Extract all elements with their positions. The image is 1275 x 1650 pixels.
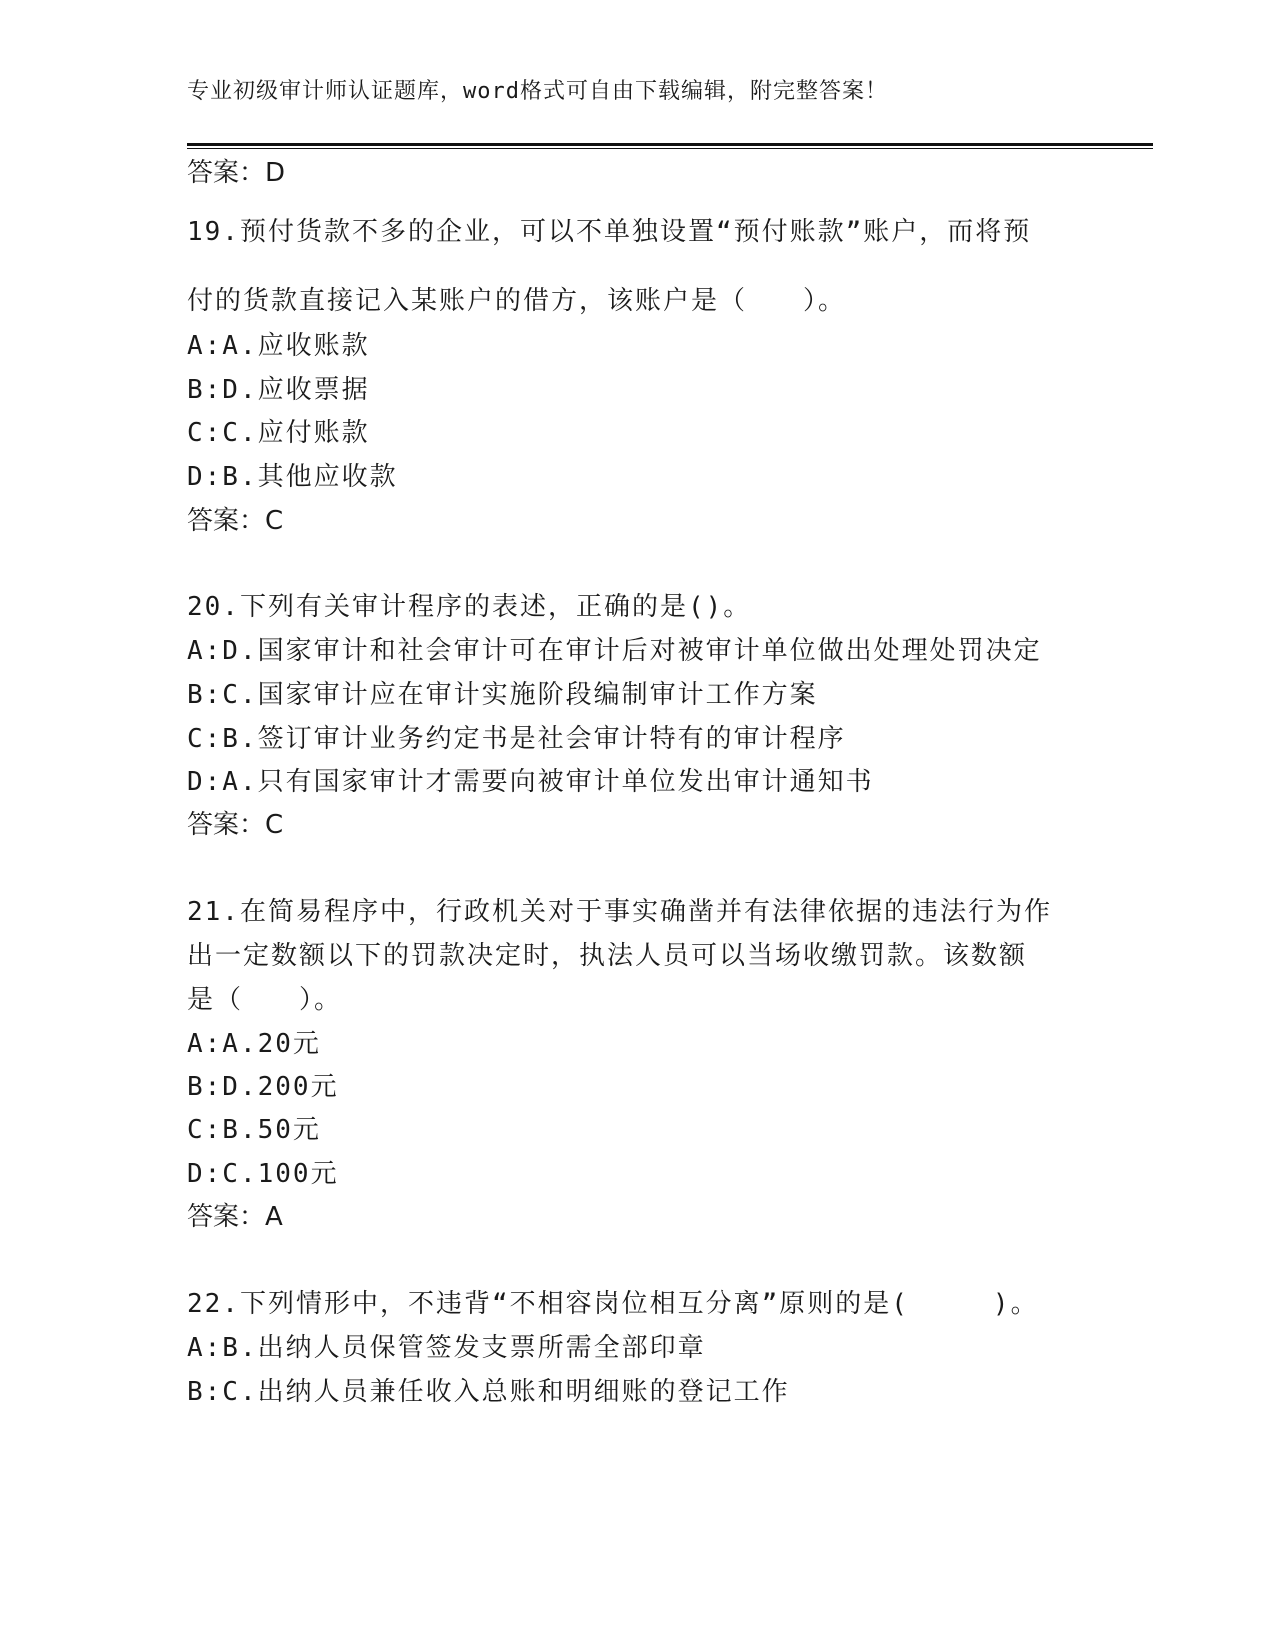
question-20-option-a: A:D.国家审计和社会审计可在审计后对被审计单位做出处理处罚决定 (187, 636, 1042, 666)
question-19-answer: 答案：C (187, 506, 284, 536)
question-19-option-a: A:A.应收账款 (187, 331, 370, 361)
question-20-option-b: B:C.国家审计应在审计实施阶段编制审计工作方案 (187, 680, 818, 710)
question-19-option-c: C:C.应付账款 (187, 418, 370, 448)
question-21-option-b: B:D.200元 (187, 1072, 339, 1102)
question-21-answer: 答案：A (187, 1202, 283, 1232)
question-21-line-2: 出一定数额以下的罚款决定时，执法人员可以当场收缴罚款。该数额 (187, 941, 1028, 971)
question-19-option-b: B:D.应收票据 (187, 375, 370, 405)
question-21-option-c: C:B.50元 (187, 1115, 321, 1145)
question-20-answer: 答案：C (187, 810, 284, 840)
question-21-option-d: D:C.100元 (187, 1159, 339, 1189)
header-rule-thin (187, 148, 1153, 149)
question-21-line-1: 21.在简易程序中，行政机关对于事实确凿并有法律依据的违法行为作 (187, 897, 1052, 927)
question-22-option-b: B:C.出纳人员兼任收入总账和明细账的登记工作 (187, 1377, 790, 1407)
question-19-option-d: D:B.其他应收款 (187, 462, 398, 492)
page-header: 专业初级审计师认证题库，word格式可自由下载编辑，附完整答案！ (187, 79, 888, 104)
header-rule-thick (187, 143, 1153, 146)
question-21-option-a: A:A.20元 (187, 1029, 321, 1059)
question-22-option-a: A:B.出纳人员保管签发支票所需全部印章 (187, 1333, 706, 1363)
question-20-option-c: C:B.签订审计业务约定书是社会审计特有的审计程序 (187, 724, 846, 754)
answer-line: 答案：D (187, 158, 286, 188)
question-21-line-3: 是（ ）。 (187, 985, 343, 1015)
question-19-line-1: 19.预付货款不多的企业，可以不单独设置“预付账款”账户，而将预 (187, 217, 1032, 247)
question-22-line-1: 22.下列情形中，不违背“不相容岗位相互分离”原则的是( )。 (187, 1289, 1039, 1319)
question-19-line-2: 付的货款直接记入某账户的借方，该账户是（ ）。 (187, 286, 847, 316)
question-20-line-1: 20.下列有关审计程序的表述，正确的是()。 (187, 592, 752, 622)
question-20-option-d: D:A.只有国家审计才需要向被审计单位发出审计通知书 (187, 767, 874, 797)
